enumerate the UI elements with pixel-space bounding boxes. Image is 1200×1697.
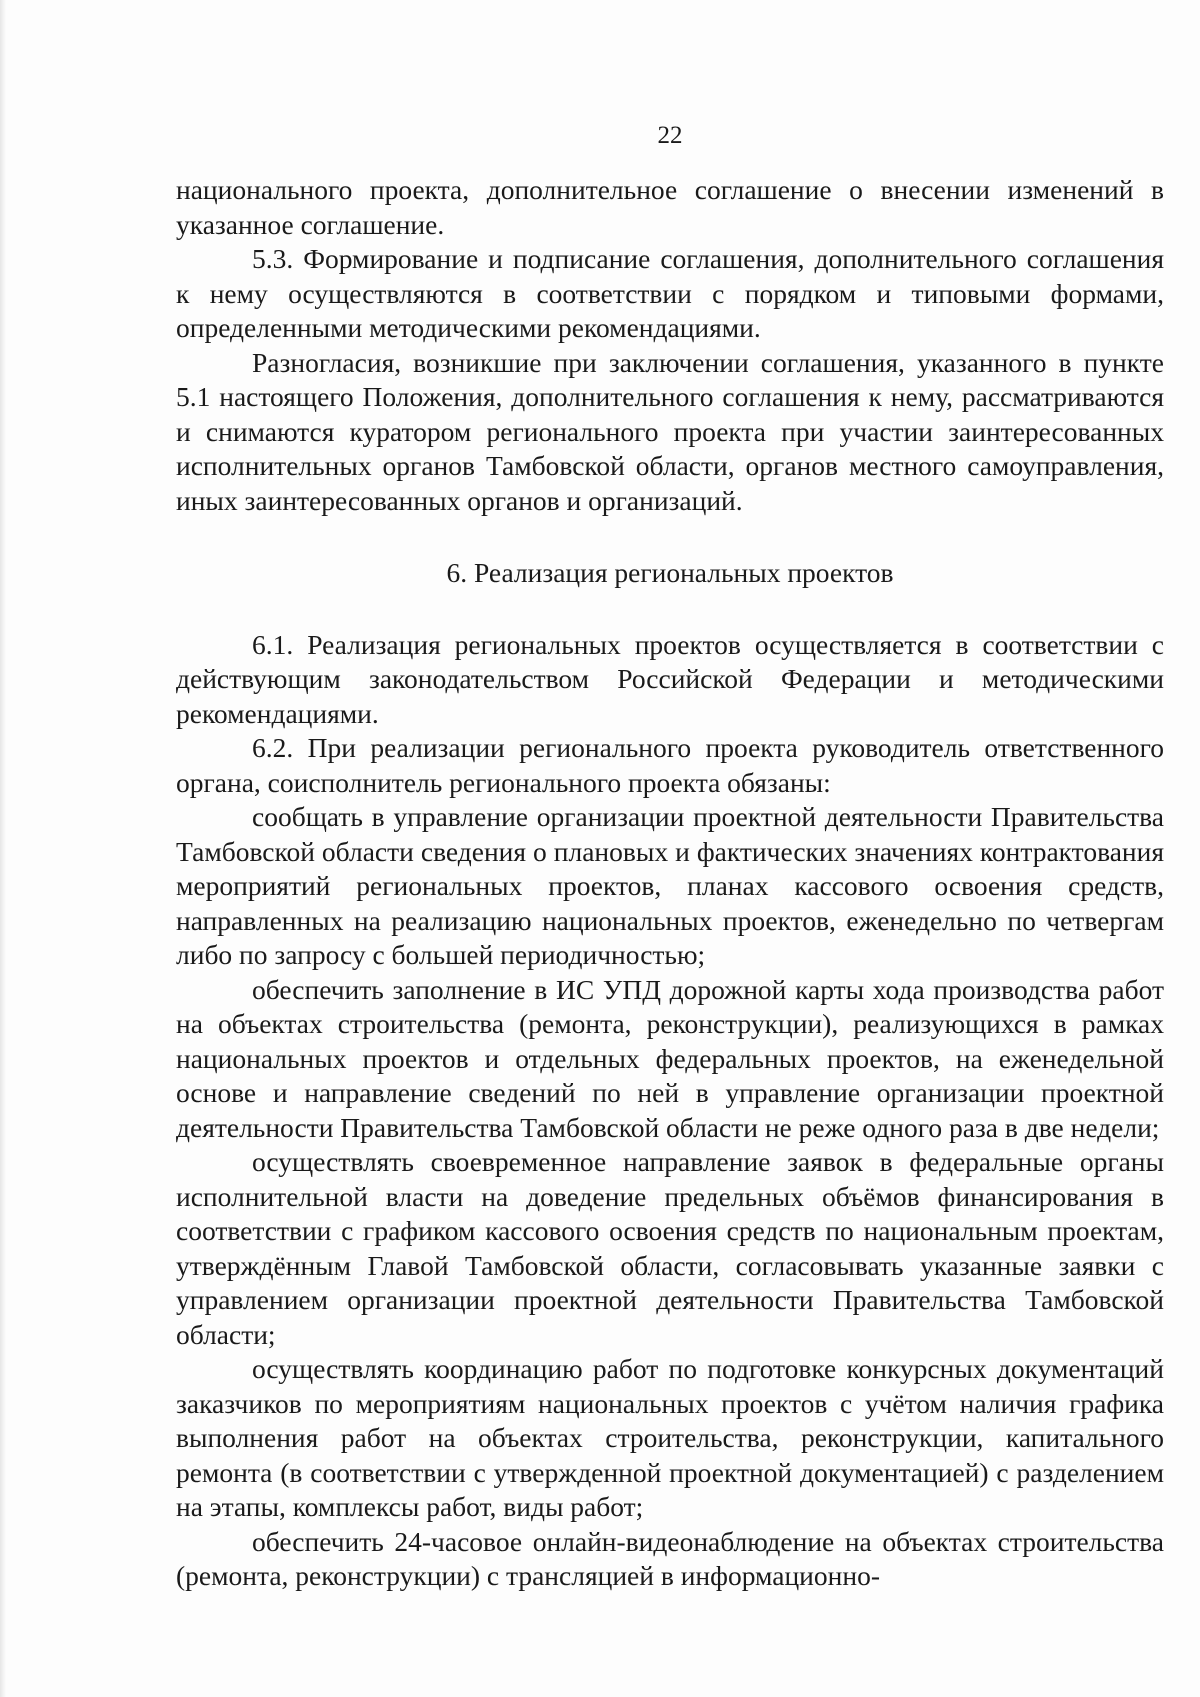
- page-number: 22: [657, 122, 683, 149]
- scan-edge-shadow: [0, 0, 6, 1697]
- obligation-video-surveillance: обеспечить 24-часовое онлайн-видеонаблюдение на объектах строительства (ремонта, реконструкции) с трансляцией в информационно-: [176, 1525, 1164, 1591]
- document-body: [176, 173, 1164, 1594]
- paragraph-6-2: 6.2. При реализации регионального проекта руководитель ответственного органа, соисполнитель регионального проекта обязаны:: [176, 732, 1164, 798]
- paragraph-continuation: национального проекта, дополнительное соглашение о внесении изменений в указанное соглашение.: [176, 174, 1164, 240]
- paragraph-disagreements: Разногласия, возникшие при заключении соглашения, указанного в пункте 5.1 настоящего Положения, дополнительного соглашения к нему, рассматриваются и снимаются куратором регионального проекта при участии заинтересованных исполнительных органов Тамбовской области, органов местного самоуправления, иных заинтересованных органов и организаций.: [176, 346, 1164, 516]
- paragraph-6-1: 6.1. Реализация региональных проектов осуществляется в соответствии с действующим законодательством Российской Федерации и методическими рекомендациями.: [176, 628, 1164, 729]
- obligation-report-contracting: сообщать в управление организации проектной деятельности Правительства Тамбовской области сведения о плановых и фактических значениях контрактования мероприятий региональных проектов, планах кассового освоения средств, направленных на реализацию национальных проектов, еженедельно по четвергам либо по запросу с большей периодичностью;: [176, 801, 1164, 970]
- obligation-funding-requests: осуществлять своевременное направление заявок в федеральные органы исполнительной власти на доведение предельных объёмов финансирования в соответствии с графиком кассового освоения средств по национальным проектам, утверждённым Главой Тамбовской области, согласовывать указанные заявки с управлением организации проектной деятельности Правительства Тамбовской области;: [176, 1146, 1164, 1350]
- obligation-road-map: обеспечить заполнение в ИС УПД дорожной карты хода производства работ на объектах строительства (ремонта, реконструкции), реализующихся в рамках национальных проектов и отдельных федеральных проектов, на еженедельной основе и направление сведений по ней в управление организации проектной деятельности Правительства Тамбовской области не реже одного раза в две недели;: [176, 973, 1164, 1143]
- section-heading: 6. Реализация региональных проектов: [446, 557, 894, 588]
- obligation-tender-coordination: осуществлять координацию работ по подготовке конкурсных документаций заказчиков по мероприятиям национальных проектов с учётом наличия графика выполнения работ на объектах строительства, реконструкции, капитального ремонта (в соответствии с утвержденной проектной документацией) с разделением на этапы, комплексы работ, виды работ;: [176, 1353, 1164, 1522]
- paragraph-5-3: 5.3. Формирование и подписание соглашения, дополнительного соглашения к нему осуществляются в соответствии с порядком и типовыми формами, определенными методическими рекомендациями.: [176, 243, 1164, 343]
